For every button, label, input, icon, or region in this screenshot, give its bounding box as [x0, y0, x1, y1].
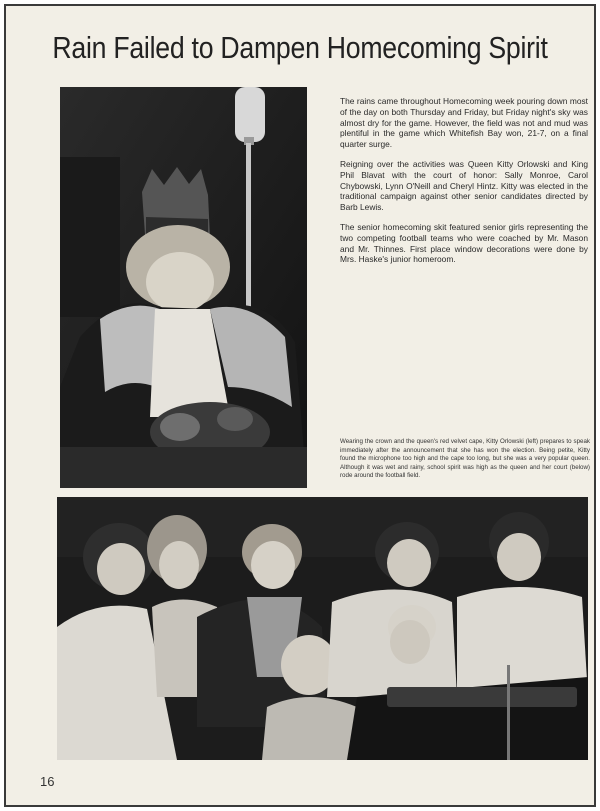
queen-crowned-photo — [60, 87, 307, 488]
page-headline: Rain Failed to Dampen Homecoming Spirit — [52, 30, 548, 65]
page-number: 16 — [40, 774, 55, 789]
article-paragraph: The rains came throughout Homecoming week pouring down most of the day on both Thursday and Friday, but Friday night's sky was almost dry for the game. However, the field was not and mud was plentiful in the game which Whitefish Bay won, 21-7, on a final quarter surge. — [340, 96, 588, 150]
article-paragraph: Reigning over the activities was Queen Kitty Orlowski and King Phil Blavat with the court of honor: Sally Monroe, Carol Chybowski, Lynn O'Neill and Cheryl Hintz. Kitty was elected in the traditional campaign against other senior candidates directed by Barb Lewis. — [340, 158, 588, 213]
photo-caption: Wearing the crown and the queen's red velvet cape, Kitty Orlowski (left) prepares to speak immediately after the announcement that she has won the election. Being petite, Kitty found the microphone too high and the cape too long, but she was a very popular queen. Although it was wet and rainy, school spirit was high as the queen and her court (below) rode around the football field. — [340, 438, 590, 480]
homecoming-court-photo — [57, 497, 588, 760]
article-paragraph: The senior homecoming skit featured senior girls representing the two competing football teams who were coached by Mr. Mason and Mr. Thinnes. First place window decorations were done by Mrs. Haske's junior homeroom. — [340, 221, 588, 265]
article-body — [340, 96, 588, 274]
